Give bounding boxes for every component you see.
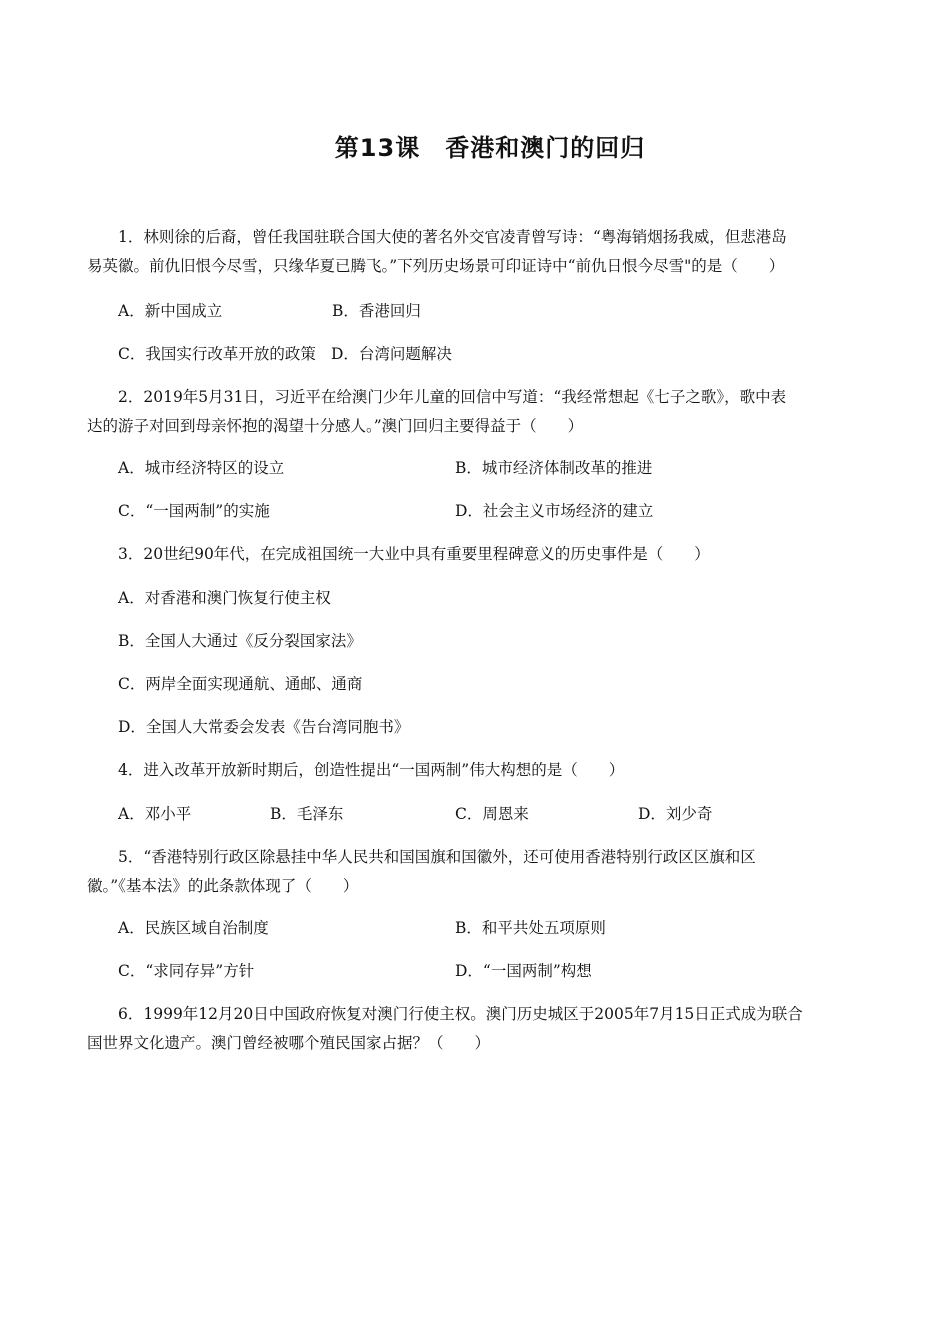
question-5-option-b[interactable]: B．和平共处五项原则 <box>455 919 606 937</box>
question-6-stem-line-2: 国世界文化遗产。澳门曾经被哪个殖民国家占据？（ ） <box>87 1034 491 1052</box>
question-4-stem-line-1: 4．进入改革开放新时期后，创造性提出“一国两制”伟大构想的是（ ） <box>118 761 625 779</box>
question-2-option-c[interactable]: C．“一国两制”的实施 <box>118 502 270 520</box>
question-1-option-b[interactable]: B．香港回归 <box>332 302 421 320</box>
question-5-option-d[interactable]: D．“一国两制”构想 <box>455 962 592 980</box>
question-1-stem-line-2: 易英徽。前仇旧恨今尽雪，只缘华夏已腾飞。”下列历史场景可印证诗中“前仇日恨今尽雪"的是（ ） <box>87 257 785 275</box>
question-3-option-b[interactable]: B．全国人大通过《反分裂国家法》 <box>118 632 362 650</box>
question-2-option-d[interactable]: D．社会主义市场经济的建立 <box>455 502 654 520</box>
question-5-option-a[interactable]: A．民族区域自治制度 <box>118 919 269 937</box>
question-2-option-b[interactable]: B．城市经济体制改革的推进 <box>455 459 653 477</box>
question-1-option-d[interactable]: D．台湾问题解决 <box>331 345 452 363</box>
question-1-option-c[interactable]: C．我国实行改革开放的政策 <box>118 345 316 363</box>
question-5-stem-line-1: 5．“香港特别行政区除悬挂中华人民共和国国旗和国徽外，还可使用香港特别行政区区旗和区 <box>118 848 756 866</box>
question-2-stem-line-1: 2．2019年5月31日，习近平在给澳门少年儿童的回信中写道：“我经常想起《七子之歌》，歌中表 <box>118 388 787 406</box>
question-4-option-d[interactable]: D．刘少奇 <box>638 805 713 823</box>
question-3-stem-line-1: 3．20世纪90年代，在完成祖国统一大业中具有重要里程碑意义的历史事件是（ ） <box>118 545 710 563</box>
question-2-stem-line-2: 达的游子对回到母亲怀抱的渴望十分感人。”澳门回归主要得益于（ ） <box>87 417 584 435</box>
page-title: 第13课 香港和澳门的回归 <box>334 134 646 162</box>
question-2-option-a[interactable]: A．城市经济特区的设立 <box>118 459 285 477</box>
question-3-option-c[interactable]: C．两岸全面实现通航、通邮、通商 <box>118 675 363 693</box>
question-3-option-a[interactable]: A．对香港和澳门恢复行使主权 <box>118 589 331 607</box>
question-1-option-a[interactable]: A．新中国成立 <box>118 302 223 320</box>
question-3-option-d[interactable]: D．全国人大常委会发表《告台湾同胞书》 <box>118 718 410 736</box>
question-4-option-b[interactable]: B．毛泽东 <box>270 805 344 823</box>
question-5-stem-line-2: 徽。”《基本法》的此条款体现了（ ） <box>87 877 359 895</box>
question-4-option-a[interactable]: A．邓小平 <box>118 805 192 823</box>
question-4-option-c[interactable]: C．周恩来 <box>455 805 529 823</box>
question-5-option-c[interactable]: C．“求同存异”方针 <box>118 962 255 980</box>
question-6-stem-line-1: 6．1999年12月20日中国政府恢复对澳门行使主权。澳门历史城区于2005年7月15日正式成为联合 <box>118 1005 803 1023</box>
question-1-stem-line-1: 1．林则徐的后裔，曾任我国驻联合国大使的著名外交官凌青曾写诗：“粤海销烟扬我威，但悲港岛 <box>118 228 787 246</box>
